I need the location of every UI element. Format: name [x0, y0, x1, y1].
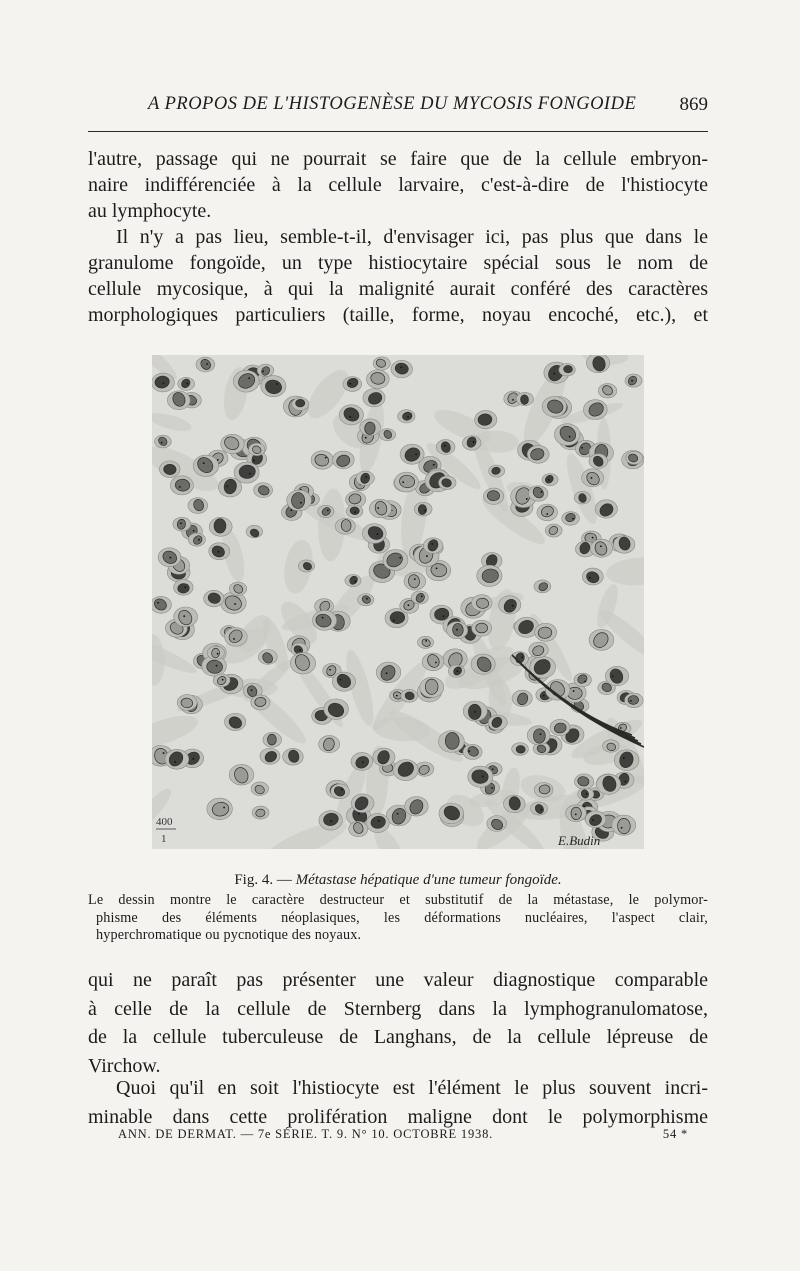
chromatin-dot [402, 481, 404, 483]
artist-signature: E.Budin [558, 833, 601, 848]
chromatin-dot [234, 603, 236, 605]
chromatin-dot [300, 502, 302, 504]
chromatin-dot [393, 620, 395, 622]
chromatin-dot [192, 758, 194, 760]
chromatin-dot [572, 518, 574, 520]
chromatin-dot [262, 370, 264, 372]
paragraph-4 [88, 1074, 708, 1131]
chromatin-dot [541, 491, 543, 493]
header-rule [88, 131, 708, 132]
chromatin-dot [591, 477, 593, 479]
chromatin-dot [620, 727, 622, 729]
chromatin-dot [377, 507, 379, 509]
text-line: minable dans cette prolifération maligne dont le polymorphisme [88, 1105, 708, 1128]
chromatin-dot [546, 513, 548, 515]
chromatin-dot [474, 711, 476, 713]
chromatin-dot [233, 638, 235, 640]
figure-label: Fig. 4. — [234, 872, 296, 888]
cell-nucleus [445, 732, 459, 749]
text-line: Virchow. [88, 1054, 161, 1077]
caption-line: Le dessin montre le caractère destructeur et substitutif de la métastase, le polymor- [88, 892, 708, 908]
cell-nucleus [214, 519, 226, 534]
chromatin-dot [573, 690, 575, 692]
chromatin-dot [349, 383, 351, 385]
caption-line: phisme des éléments néoplasiques, les déformations nucléaires, l'aspect clair, [96, 909, 708, 926]
chromatin-dot [378, 820, 380, 822]
chromatin-dot [408, 604, 410, 606]
chromatin-dot [521, 656, 523, 658]
chromatin-dot [340, 679, 342, 681]
chromatin-dot [400, 367, 402, 369]
chromatin-dot [426, 555, 428, 557]
paragraph-1 [88, 146, 708, 224]
cell-nucleus [563, 365, 572, 373]
cell-nucleus [533, 729, 545, 744]
chromatin-dot [468, 750, 470, 752]
figure-caption [88, 892, 708, 945]
chromatin-dot [444, 445, 446, 447]
cell-nucleus [516, 745, 526, 753]
chromatin-dot [322, 617, 324, 619]
cell-nucleus [476, 623, 488, 633]
chromatin-dot [222, 679, 224, 681]
text-line: Il n'y a pas lieu, semble-t-il, d'envisager ici, pas plus que dans le [116, 226, 708, 248]
chromatin-dot [581, 447, 583, 449]
chromatin-dot [526, 498, 528, 500]
figure-caption-title [88, 872, 708, 889]
chromatin-dot [249, 473, 251, 475]
chromatin-dot [621, 827, 623, 829]
chromatin-dot [457, 670, 459, 672]
chromatin-dot [248, 377, 250, 379]
caption-line: hyperchromatique ou pycnotique des noyaux. [96, 927, 362, 943]
chromatin-dot [425, 640, 427, 642]
chromatin-dot [631, 380, 633, 382]
chromatin-dot [203, 462, 205, 464]
chromatin-dot [584, 681, 586, 683]
chromatin-dot [623, 757, 625, 759]
chromatin-dot [575, 814, 577, 816]
chromatin-dot [456, 629, 458, 631]
text-line: au lymphocyte. [88, 200, 212, 222]
chromatin-dot [583, 805, 585, 807]
chromatin-dot [358, 813, 360, 815]
cell-nucleus [520, 395, 528, 405]
chromatin-dot [553, 373, 555, 375]
chromatin-dot [183, 615, 185, 617]
text-line: de la cellule tuberculeuse de Langhans, de la cellule lépreuse de [88, 1026, 708, 1048]
chromatin-dot [625, 781, 627, 783]
chromatin-dot [330, 820, 332, 822]
histology-figure [152, 355, 644, 849]
chromatin-dot [431, 543, 433, 545]
chromatin-dot [630, 700, 632, 702]
chromatin-dot [592, 819, 594, 821]
chromatin-dot [396, 695, 398, 697]
chromatin-dot [206, 363, 208, 365]
chromatin-dot [299, 649, 301, 651]
chromatin-dot [435, 662, 437, 664]
chromatin-dot [163, 752, 165, 754]
cell-nucleus [539, 785, 550, 794]
text-line: Quoi qu'il en soit l'histiocyte est l'élément le plus souvent incri- [116, 1077, 708, 1099]
chromatin-dot [399, 557, 401, 559]
chromatin-dot [276, 383, 278, 385]
chromatin-dot [473, 441, 475, 443]
chromatin-dot [397, 813, 399, 815]
chromatin-dot [169, 557, 171, 559]
chromatin-dot [193, 530, 195, 532]
chromatin-dot [362, 761, 364, 763]
chromatin-dot [589, 577, 591, 579]
chromatin-dot [386, 672, 388, 674]
chromatin-dot [341, 789, 343, 791]
signature-mark: 54 * [662, 1127, 688, 1141]
scale-bottom: 1 [161, 833, 167, 845]
chromatin-dot [433, 464, 435, 466]
paragraph-2 [88, 224, 708, 328]
text-line: morphologiques particuliers (taille, forme, noyau encoché, etc.), et [88, 304, 708, 326]
text-line: granulome fongoïde, un type histiocytaire spécial sous le nom de [88, 252, 708, 274]
running-title: A PROPOS DE L'HISTOGENÈSE DU MYCOSIS FONGOIDE [148, 94, 637, 114]
cell-nucleus [571, 807, 582, 820]
chromatin-dot [492, 768, 494, 770]
chromatin-dot [251, 689, 253, 691]
chromatin-dot [512, 605, 514, 607]
chromatin-dot [540, 733, 542, 735]
chromatin-dot [541, 809, 543, 811]
chromatin-dot [161, 442, 163, 444]
chromatin-dot [569, 436, 571, 438]
chromatin-dot [414, 578, 416, 580]
chromatin-dot [184, 586, 186, 588]
cell-nucleus [487, 491, 499, 501]
text-line: qui ne paraît pas présenter une valeur diagnostique comparable [88, 969, 708, 991]
chromatin-dot [180, 522, 182, 524]
chromatin-dot [436, 567, 438, 569]
paragraph-3 [88, 966, 708, 1080]
histology-drawing [152, 355, 644, 849]
scale-top: 400 [156, 816, 173, 828]
cell-nucleus [267, 734, 276, 745]
chromatin-dot [421, 595, 423, 597]
chromatin-dot [198, 539, 200, 541]
chromatin-dot [491, 787, 493, 789]
chromatin-dot [226, 485, 228, 487]
chromatin-dot [548, 479, 550, 481]
chromatin-dot [592, 537, 594, 539]
chromatin-dot [365, 476, 367, 478]
chromatin-dot [600, 545, 602, 547]
text-line: naire indifférenciée à la cellule larvaire, c'est-à-dire de l'histiocyte [88, 174, 708, 196]
chromatin-dot [612, 675, 614, 677]
chromatin-dot [586, 793, 588, 795]
chromatin-dot [407, 416, 409, 418]
chromatin-dot [217, 653, 219, 655]
chromatin-dot [443, 615, 445, 617]
cell-nucleus [425, 679, 438, 694]
cell-nucleus [291, 492, 304, 508]
chromatin-dot [186, 383, 188, 385]
chromatin-dot [482, 776, 484, 778]
chromatin-dot [325, 457, 327, 459]
text-line: l'autre, passage qui ne pourrait se faire que de la cellule embryon- [88, 148, 708, 170]
chromatin-dot [354, 511, 356, 513]
chromatin-dot [157, 602, 159, 604]
chromatin-dot [424, 510, 426, 512]
chromatin-dot [327, 509, 329, 511]
text-line: à celle de la cellule de Sternberg dans la lymphogranulomatose, [88, 997, 708, 1020]
chromatin-dot [512, 399, 514, 401]
chromatin-dot [349, 416, 351, 418]
chromatin-dot [376, 533, 378, 535]
cell-nucleus [418, 505, 426, 515]
chromatin-dot [366, 598, 368, 600]
chromatin-dot [174, 761, 176, 763]
chromatin-dot [179, 486, 181, 488]
chromatin-dot [290, 509, 292, 511]
page-footer [88, 1127, 708, 1147]
chromatin-dot [216, 665, 218, 667]
page-number: 869 [679, 94, 708, 115]
chromatin-dot [218, 551, 220, 553]
chromatin-dot [223, 807, 225, 809]
running-header [88, 92, 714, 122]
journal-reference: ANN. DE DERMAT. — 7e SÉRIE. T. 9. N° 10. OCTOBRE 1938. [118, 1127, 494, 1141]
chromatin-dot [365, 437, 367, 439]
text-line: cellule mycosique, à qui la malignité aurait conféré des caractères [88, 278, 708, 300]
figure-title: Métastase hépatique d'une tumeur fongoïde. [295, 872, 562, 888]
chromatin-dot [355, 581, 357, 583]
chromatin-dot [415, 454, 417, 456]
chromatin-dot [329, 669, 331, 671]
cell-nucleus [628, 695, 639, 704]
chromatin-dot [253, 460, 255, 462]
chromatin-dot [163, 382, 165, 384]
chromatin-dot [543, 695, 545, 697]
